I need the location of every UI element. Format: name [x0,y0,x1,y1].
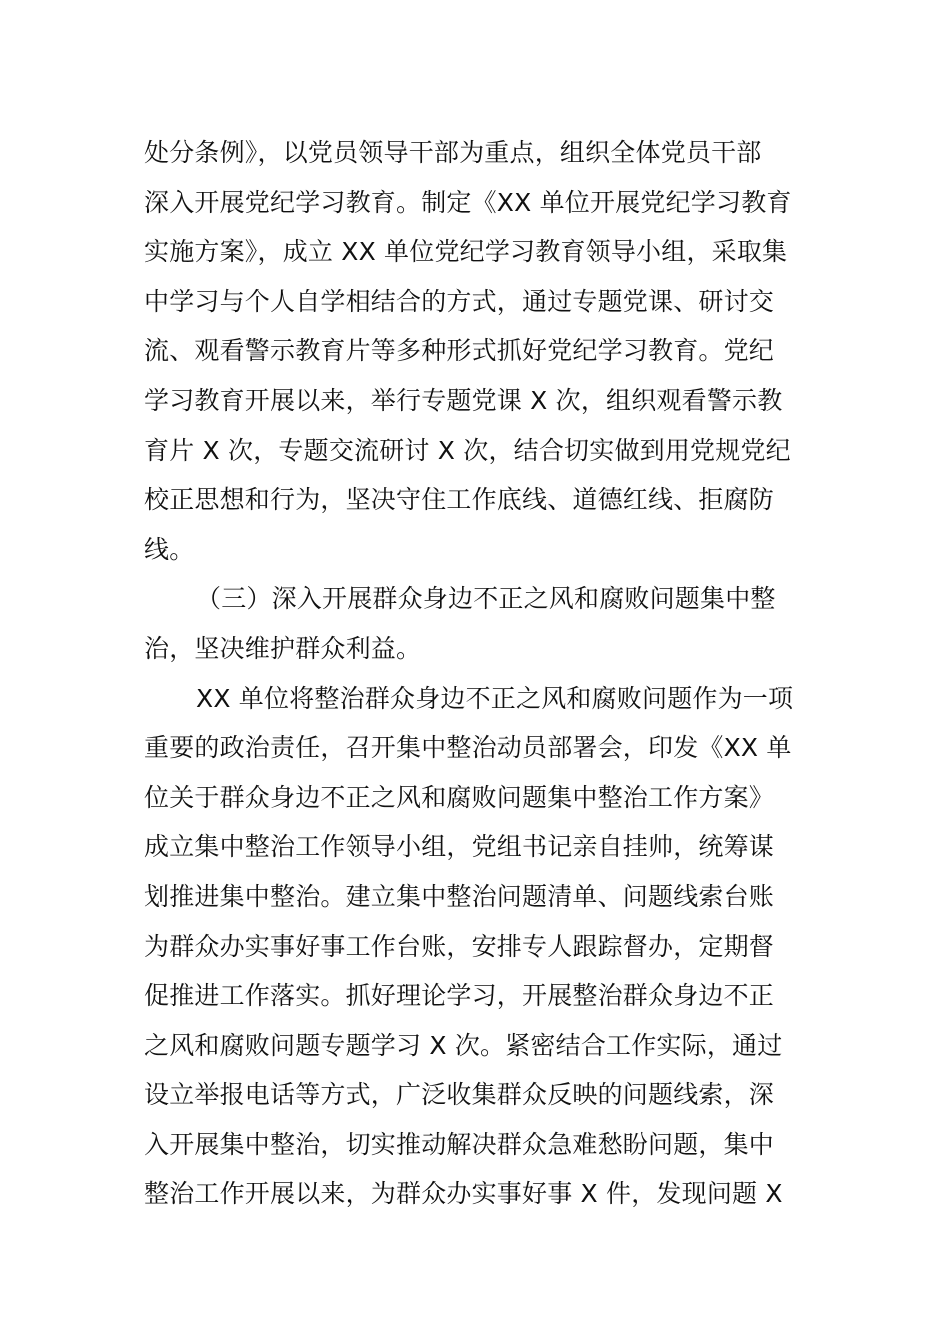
text-line: 中学习与个人自学相结合的方式，通过专题党课、研讨交 [144,286,775,316]
section-heading-line: 治，坚决维护群众利益。 [144,633,422,663]
text-line: 线。 [144,534,195,564]
text-line: 设立举报电话等方式，广泛收集群众反映的问题线索，深 [144,1080,775,1110]
text-line: 成立集中整治工作领导小组，党组书记亲自挂帅，统筹谋 [144,832,775,862]
section-heading-line: （三）深入开展群众身边不正之风和腐败问题集中整 [196,584,776,614]
text-line: 实施方案》，成立 XX 单位党纪学习教育领导小组，采取集 [144,237,788,267]
text-line: 学习教育开展以来，举行专题党课 X 次，组织观看警示教 [144,385,783,415]
text-line: 校正思想和行为，坚决守住工作底线、道德红线、拒腐防 [144,485,775,515]
text-line: 位关于群众身边不正之风和腐败问题集中整治工作方案》 [144,782,775,812]
text-line: 深入开展党纪学习教育。制定《XX 单位开展党纪学习教育 [144,187,792,217]
text-line: 入开展集中整治，切实推动解决群众急难愁盼问题，集中 [144,1129,775,1159]
body-text [144,128,808,1219]
text-line: 之风和腐败问题专题学习 X 次。紧密结合工作实际，通过 [144,1030,783,1060]
text-line: XX 单位将整治群众身边不正之风和腐败问题作为一项 [196,683,794,713]
text-line: 划推进集中整治。建立集中整治问题清单、问题线索台账 [144,881,775,911]
text-line: 重要的政治责任，召开集中整治动员部署会，印发《XX 单 [144,733,792,763]
text-line: 流、观看警示教育片等多种形式抓好党纪学习教育。党纪 [144,336,775,366]
text-line: 处分条例》，以党员领导干部为重点，组织全体党员干部 [144,138,762,167]
text-line: 为群众办实事好事工作台账，安排专人跟踪督办，定期督 [144,931,775,961]
text-line: 促推进工作落实。抓好理论学习，开展整治群众身边不正 [144,981,775,1011]
text-line: 育片 X 次，专题交流研讨 X 次，结合切实做到用党规党纪 [144,435,791,465]
text-line: 整治工作开展以来，为群众办实事好事 X 件，发现问题 X [144,1179,783,1209]
